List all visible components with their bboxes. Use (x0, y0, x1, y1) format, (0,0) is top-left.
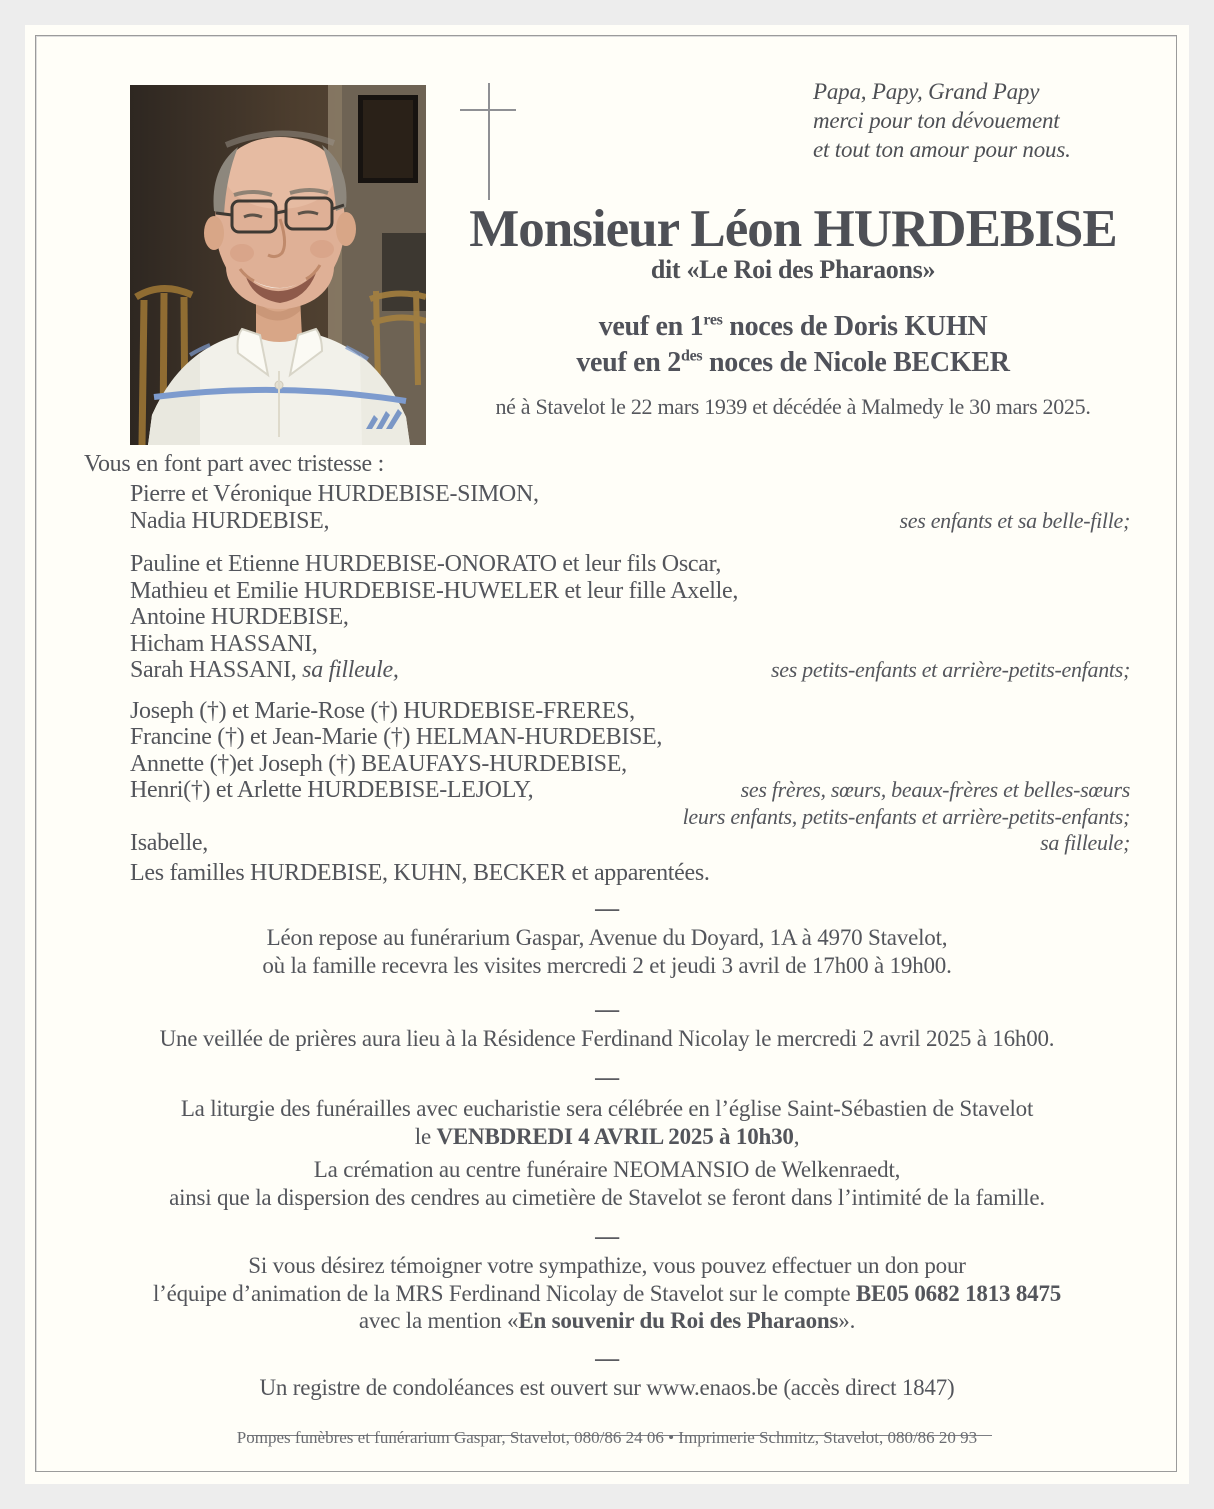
relation-label: leurs enfants, petits-enfants et arrière-petits-enfants; (682, 803, 1130, 829)
donation-mention: En souvenir du Roi des Pharaons (518, 1308, 839, 1333)
quote-line: merci pour ton dévouement (813, 108, 1060, 133)
mourner-name: Isabelle, (130, 830, 208, 856)
memorial-quote (813, 77, 1071, 164)
register-line: Un registre de condoléances est ouvert sur www.enaos.be (accès direct 1847) (259, 1375, 955, 1400)
mourner-name-note: sa filleule, (296, 657, 399, 683)
relation-label: ses petits-enfants et arrière-petits-enfants; (770, 657, 1130, 682)
deceased-alias: dit «Le Roi des Pharaons» (650, 255, 936, 284)
mourner-name: Annette (†)et Joseph (†) BEAUFAYS-HURDEBISE, (130, 750, 627, 777)
mourner-name: Joseph (†) et Marie-Rose (†) HURDEBISE-FRERES, (130, 697, 635, 724)
cross-icon (450, 80, 550, 205)
deceased-name: Monsieur Léon HURDEBISE (469, 200, 1117, 258)
relation-label: ses enfants et sa belle-fille; (899, 507, 1130, 533)
mourner-row (130, 751, 1130, 778)
mourner-group (130, 698, 1130, 857)
portrait-photo (130, 85, 426, 445)
mourner-name: Henri(†) et Arlette HURDEBISE-LEJOLY, (130, 777, 534, 803)
mourner-name: Antoine HURDEBISE, (130, 604, 349, 630)
mourner-row (130, 698, 1130, 725)
mourner-row (130, 631, 1130, 658)
portrait-illustration (130, 85, 426, 445)
ceremony-paragraph: La liturgie des funérailles avec eucharistie sera célébrée en l’église Saint-Sébastien de Stavelot le VENBDREDI 4 AVRIL 2025 à 10h30, (180, 1096, 1034, 1149)
page (25, 25, 1189, 1484)
section-separator: — (595, 1224, 619, 1250)
widow-line-2: veuf en $2^{des}$ noces de Nicole BECKER (576, 347, 1010, 378)
repose-paragraph: Léon repose au funérarium Gaspar, Avenue du Doyard, 1A à 4970 Stavelot, où la famille recevra les visites mercredi 2 et jeudi 3 avril de 17h00 à 19h00. (262, 925, 952, 978)
mourner-group (130, 551, 1130, 684)
mourner-row (130, 804, 1130, 831)
cremation-paragraph: La crémation au centre funéraire NEOMANSIO de Welkenraedt, ainsi que la dispersion des cendres au cimetière de Stavelot se feront dans l’intimité de la famille. (169, 1157, 1045, 1210)
mourner-name: Pierre et Véronique HURDEBISE-SIMON, (130, 481, 539, 507)
mourner-row (130, 777, 1130, 804)
announcement: Vous en font part avec tristesse : (84, 451, 384, 477)
section-separator: — (595, 1065, 619, 1091)
quote-line: et tout ton amour pour nous. (813, 137, 1071, 162)
relation-label: sa filleule; (1040, 830, 1130, 855)
mourner-row (130, 604, 1130, 631)
ceremony-datetime: VENBDREDI 4 AVRIL 2025 à 10h30 (436, 1123, 794, 1149)
vigil-paragraph: Une veillée de prières aura lieu à la Résidence Ferdinand Nicolay le mercredi 2 avril 2025 à 16h00. (159, 1026, 1055, 1051)
relation-label: ses frères, sœurs, beaux-frères et belles-sœurs (740, 777, 1130, 802)
donation-account: BE05 0682 1813 8475 (855, 1280, 1062, 1306)
donation-paragraph: Si vous désirez témoigner votre sympathize, vous pouvez effectuer un don pour l’équipe d’animation de la MRS Ferdinand Nicolay de Stavelot sur le compte BE05 0682 1813 8475 avec la mention «En souvenir du Roi des Pharaons». (152, 1253, 1062, 1333)
mourner-row (130, 724, 1130, 751)
section-separator: — (595, 896, 619, 922)
quote-line: Papa, Papy, Grand Papy (813, 79, 1040, 104)
life-dates: né à Stavelot le 22 mars 1939 et décédée à Malmedy le 30 mars 2025. (495, 394, 1091, 419)
mourner-group (130, 481, 1130, 534)
widow-line-1: veuf en 1res noces de Doris KUHN (598, 311, 988, 342)
mourner-name: Francine (†) et Jean-Marie (†) HELMAN-HURDEBISE, (130, 724, 663, 750)
mourner-row (130, 481, 1130, 508)
footer-imprint: Pompes funèbres et funérarium Gaspar, Stavelot, 080/86 24 06 • Imprimerie Schmitz, Stavelot, 080/86 20 93 (236, 1428, 978, 1447)
mourner-name: Pauline et Etienne HURDEBISE-ONORATO et leur fils Oscar, (130, 551, 722, 577)
mourner-row (130, 508, 1130, 535)
section-separator: — (595, 997, 619, 1023)
mourner-name: Mathieu et Emilie HURDEBISE-HUWELER et leur fille Axelle, (130, 577, 739, 604)
mourner-name: Nadia HURDEBISE, (130, 507, 330, 534)
mourner-row (130, 830, 1130, 857)
mourner-row (130, 551, 1130, 578)
mourner-name: Hicham HASSANI, (130, 630, 318, 657)
mourner-row (130, 657, 1130, 684)
mourners-list (130, 481, 1130, 886)
families-line: Les familles HURDEBISE, KUHN, BECKER et apparentées. (130, 859, 710, 886)
section-separator: — (595, 1346, 619, 1372)
mourner-name: Sarah HASSANI, (130, 657, 297, 683)
mourner-row (130, 578, 1130, 605)
